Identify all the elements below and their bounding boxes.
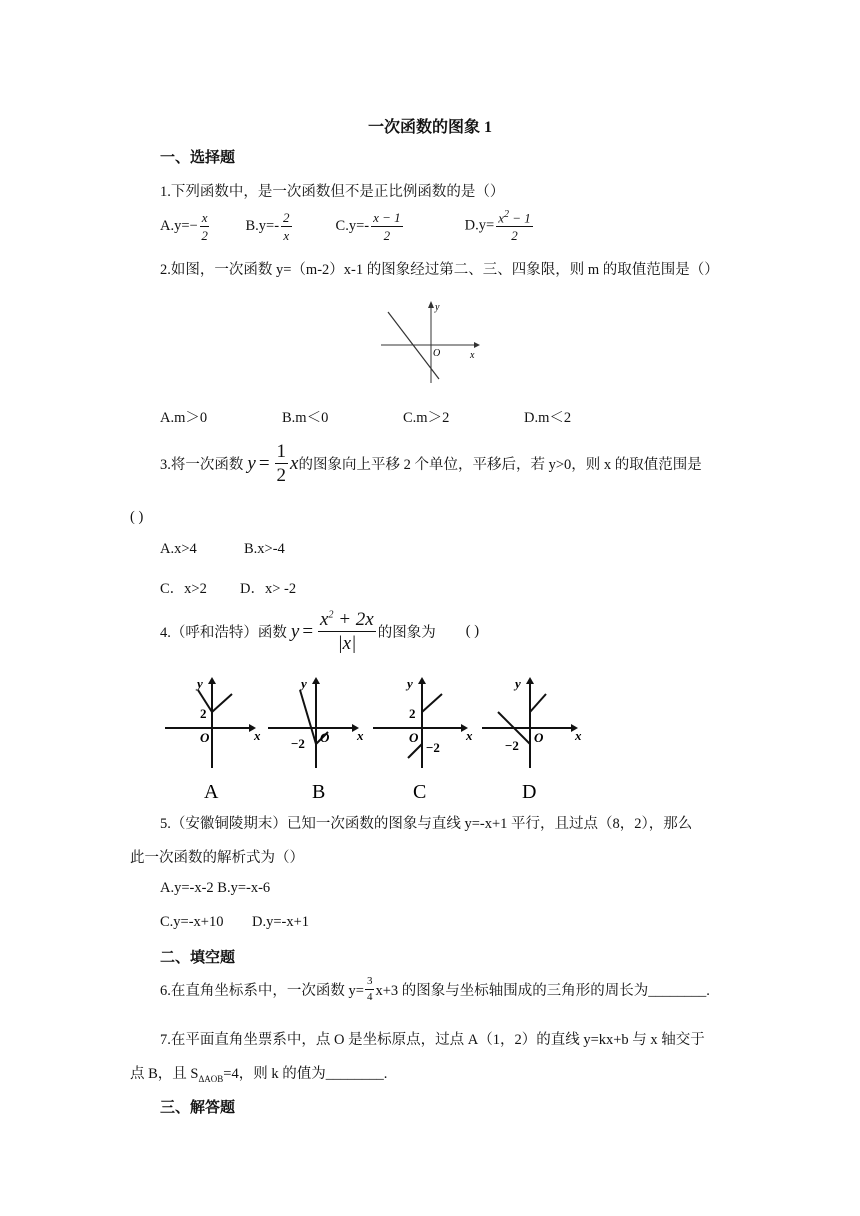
q4-answer-paren: ( ) bbox=[465, 623, 480, 639]
page-title: 一次函数的图象 1 bbox=[367, 119, 492, 136]
q2-x-arrow bbox=[474, 342, 480, 348]
q4-a-ray-right bbox=[212, 694, 232, 712]
q4-c-y-label: y bbox=[407, 676, 413, 691]
q6-post: x+3 的图象与坐标轴围成的三角形的周长为________. bbox=[375, 983, 710, 999]
q4-d-tick-down: −2 bbox=[505, 738, 519, 753]
q1-d-num-rest: − 1 bbox=[508, 210, 531, 226]
q3-denominator: 2 bbox=[276, 465, 287, 486]
q4-c-origin: O bbox=[409, 730, 419, 745]
q4-num-sup: 2 bbox=[328, 609, 334, 621]
q4-y: y bbox=[290, 620, 300, 642]
q4-d-origin: O bbox=[534, 730, 544, 745]
q4-num-x: x bbox=[320, 609, 329, 630]
q4-b-tick-down: −2 bbox=[291, 736, 305, 751]
q1-b-numerator: 2 bbox=[283, 209, 290, 225]
question-5-line-1: 5.（安徽铜陵期末）已知一次函数的图象与直线 y=-x+1 平行，且过点（8，2），那么 bbox=[160, 816, 693, 832]
q1-d-num-base: x bbox=[498, 210, 504, 226]
question-4-stem bbox=[160, 610, 479, 653]
section-heading-choice: 一、选择题 bbox=[160, 150, 236, 166]
q2-option-d: D.m＜2 bbox=[524, 410, 572, 426]
q7-line2-post: =4，则 k 的值为________. bbox=[223, 1066, 388, 1082]
q4-a-label: A bbox=[204, 781, 219, 803]
q4-a-x-label: x bbox=[254, 728, 261, 743]
question-3-stem bbox=[160, 442, 702, 485]
q4-d-ray-right bbox=[530, 694, 546, 712]
q1-a-denominator: 2 bbox=[201, 227, 208, 243]
q1-option-c-prefix: C.y=- bbox=[335, 217, 370, 234]
question-2-stem: 2.如图，一次函数 y=（m-2）x-1 的图象经过第二、三、四象限，则 m 的取值范围是（） bbox=[160, 262, 719, 278]
q4-num-rest: + 2x bbox=[333, 609, 374, 630]
q7-line2-pre: 点 B，且 S bbox=[130, 1066, 199, 1082]
q5-option-d: D.y=-x+1 bbox=[252, 914, 310, 930]
q2-y-arrow bbox=[428, 301, 434, 308]
q4-b-y-arrow bbox=[312, 677, 320, 684]
q4-post: 的图象为 bbox=[377, 625, 436, 641]
q3-answer-paren: ( ) bbox=[130, 509, 144, 525]
q3-numerator: 1 bbox=[276, 441, 287, 462]
q3-eq: = bbox=[258, 452, 270, 474]
q1-option-a bbox=[160, 211, 211, 242]
q4-graphs-svg bbox=[160, 668, 590, 808]
q4-d-label: D bbox=[522, 781, 537, 803]
q4-b-y-label: y bbox=[301, 676, 307, 691]
q2-y-label: y bbox=[435, 302, 440, 313]
q3-option-d: D．x> -2 bbox=[240, 581, 297, 597]
q4-a-tick-up: 2 bbox=[200, 706, 207, 721]
q4-graph-c bbox=[373, 676, 473, 803]
q3-x: x bbox=[290, 452, 299, 474]
q2-origin-label: O bbox=[433, 348, 441, 359]
q2-option-a: A.m＞0 bbox=[160, 410, 208, 426]
q4-b-label: B bbox=[312, 781, 326, 803]
section-heading-answer: 三、解答题 bbox=[160, 1100, 236, 1116]
q4-d-y-label: y bbox=[515, 676, 521, 691]
q1-option-c bbox=[336, 211, 405, 242]
q4-c-tick-down: −2 bbox=[426, 740, 440, 755]
q5-option-ab: A.y=-x-2 B.y=-x-6 bbox=[160, 880, 271, 896]
q1-option-b-prefix: B.y=- bbox=[245, 217, 280, 234]
q4-pre: 4.（呼和浩特）函数 bbox=[160, 625, 287, 641]
question-1-options bbox=[160, 210, 535, 242]
q3-post: 的图象向上平移 2 个单位，平移后，若 y>0，则 x 的取值范围是 bbox=[298, 457, 702, 473]
q2-option-c: C.m＞2 bbox=[403, 410, 450, 426]
q1-option-d bbox=[465, 210, 535, 242]
q4-c-y-arrow bbox=[418, 677, 426, 684]
q6-numerator: 3 bbox=[365, 976, 375, 990]
q6-pre: 6.在直角坐标系中，一次函数 y= bbox=[160, 983, 364, 999]
q4-c-x-label: x bbox=[466, 728, 473, 743]
q4-a-origin: O bbox=[200, 730, 210, 745]
q3-y: y bbox=[247, 452, 256, 474]
question-2-graph bbox=[378, 300, 480, 384]
q4-a-y-label: y bbox=[197, 676, 203, 691]
q3-option-a: A.x>4 bbox=[160, 541, 197, 557]
q3-pre: 3.将一次函数 bbox=[160, 457, 244, 473]
q4-denominator: |x| bbox=[337, 633, 357, 654]
question-4-graphs bbox=[160, 668, 590, 813]
q1-option-d-prefix: D.y= bbox=[464, 217, 495, 234]
q5-option-c: C.y=-x+10 bbox=[160, 914, 224, 930]
q1-a-numerator: x bbox=[201, 209, 208, 225]
question-5-line-2: 此一次函数的解析式为（） bbox=[130, 850, 304, 866]
q1-c-numerator: x − 1 bbox=[373, 209, 401, 225]
question-7-line-2 bbox=[130, 1062, 387, 1084]
q4-a-y-arrow bbox=[208, 677, 216, 684]
q4-c-ray-right bbox=[422, 694, 442, 712]
section-heading-fill: 二、填空题 bbox=[160, 950, 236, 966]
q1-option-b bbox=[245, 211, 293, 242]
q4-graph-a bbox=[165, 676, 261, 803]
question-6 bbox=[160, 976, 710, 1003]
q1-d-num-sup: 2 bbox=[503, 209, 509, 220]
q1-b-denominator: x bbox=[283, 227, 290, 243]
q4-c-ray-left bbox=[408, 744, 422, 758]
q1-d-denominator: 2 bbox=[511, 228, 518, 244]
q6-denominator: 4 bbox=[366, 991, 373, 1003]
q1-c-denominator: 2 bbox=[383, 227, 391, 243]
q1-option-a-prefix: A.y=− bbox=[160, 217, 198, 234]
q4-c-label: C bbox=[413, 781, 427, 803]
q3-option-b: B.x>-4 bbox=[244, 541, 285, 557]
q3-option-c: C．x>2 bbox=[160, 581, 207, 597]
q2-option-b: B.m＜0 bbox=[282, 410, 329, 426]
q4-c-tick-up: 2 bbox=[409, 706, 416, 721]
q2-x-label: x bbox=[470, 350, 475, 361]
q4-graph-b bbox=[268, 676, 364, 803]
question-1-stem: 1.下列函数中，是一次函数但不是正比例函数的是（） bbox=[160, 184, 505, 200]
q4-b-x-label: x bbox=[357, 728, 364, 743]
q4-d-x-label: x bbox=[575, 728, 582, 743]
q7-line2-sub: ΔAOB bbox=[198, 1073, 224, 1084]
q4-d-y-arrow bbox=[526, 677, 534, 684]
question-7-line-1: 7.在平面直角坐票系中，点 O 是坐标原点，过点 A（1，2）的直线 y=kx+b 与 x 轴交于 bbox=[160, 1032, 705, 1048]
q4-graph-d bbox=[482, 676, 582, 803]
q4-b-origin: O bbox=[320, 730, 330, 745]
q4-eq: = bbox=[302, 620, 314, 642]
